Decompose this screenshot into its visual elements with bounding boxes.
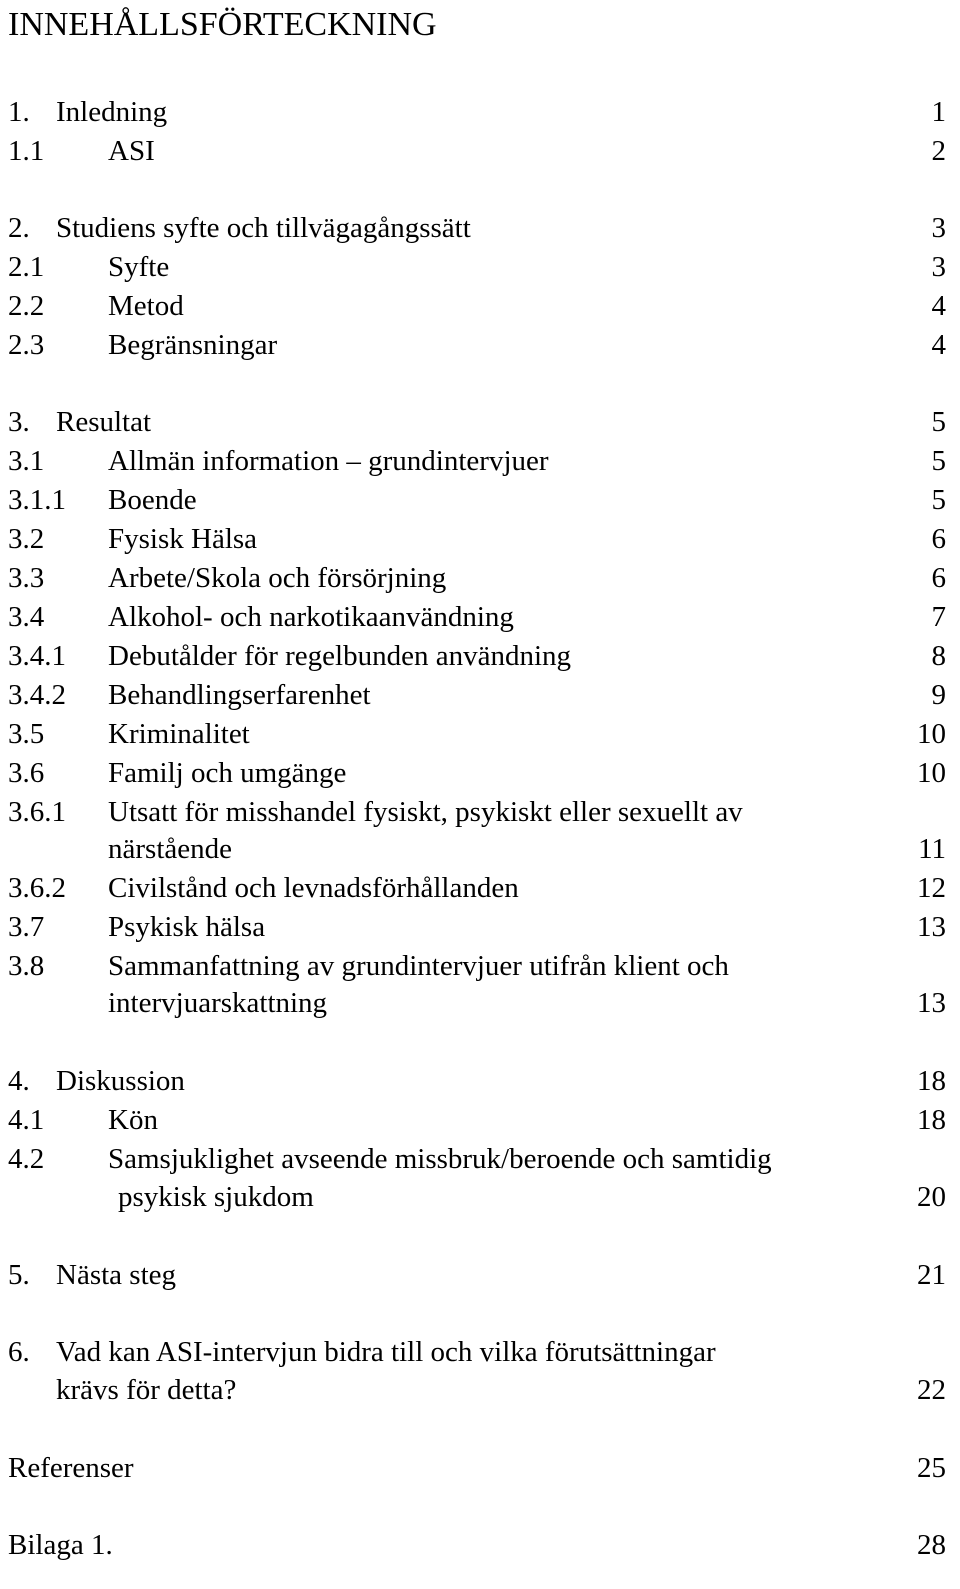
toc-entry-number: 3.7 bbox=[8, 911, 45, 943]
toc-entry-continuation[interactable] bbox=[8, 984, 956, 1023]
toc-entry[interactable] bbox=[8, 869, 956, 908]
toc-entry-number: 5. bbox=[8, 1259, 30, 1291]
toc-entry[interactable] bbox=[8, 1101, 956, 1140]
toc-entry[interactable] bbox=[8, 1256, 956, 1295]
toc-entry[interactable] bbox=[8, 908, 956, 947]
toc-entry-number: 3.6.1 bbox=[8, 796, 66, 828]
toc-entry-title: Syfte bbox=[108, 251, 170, 283]
toc-entry[interactable] bbox=[8, 947, 956, 986]
toc-entry-page: 13 bbox=[917, 911, 946, 943]
toc-entry-title: Studiens syfte och tillvägagångssätt bbox=[56, 212, 471, 244]
toc-entry-number: 3.1 bbox=[8, 445, 45, 477]
toc-entry-page: 3 bbox=[931, 251, 946, 283]
toc-entry-title: Vad kan ASI-intervjun bidra till och vilka förutsättningar bbox=[56, 1336, 716, 1368]
toc-entry-title: Metod bbox=[108, 290, 184, 322]
toc-entry-title: Diskussion bbox=[56, 1065, 185, 1097]
toc-entry-number: 2.1 bbox=[8, 251, 45, 283]
toc-entry-number: 3. bbox=[8, 406, 30, 438]
toc-entry[interactable] bbox=[8, 520, 956, 559]
toc-entry-title: Arbete/Skola och försörjning bbox=[108, 562, 447, 594]
toc-entry-page: 4 bbox=[931, 290, 946, 322]
toc-entry-continuation[interactable] bbox=[8, 1371, 956, 1410]
toc-entry-page: 12 bbox=[917, 872, 946, 904]
toc-entry-number: 3.8 bbox=[8, 950, 45, 982]
toc-entry-page: 28 bbox=[917, 1529, 946, 1561]
toc-entry-page: 1 bbox=[931, 96, 946, 128]
toc-entry[interactable] bbox=[8, 598, 956, 637]
toc-entry-title: Bilaga 1. bbox=[8, 1529, 113, 1561]
toc-entry-number: 4. bbox=[8, 1065, 30, 1097]
toc-entry-title: Boende bbox=[108, 484, 197, 516]
toc-entry-number: 3.4.2 bbox=[8, 679, 66, 711]
toc-entry[interactable] bbox=[8, 248, 956, 287]
toc-entry-page: 11 bbox=[918, 833, 946, 865]
toc-entry-number: 4.1 bbox=[8, 1104, 45, 1136]
toc-entry-title: Inledning bbox=[56, 96, 168, 128]
toc-entry-title: Kön bbox=[108, 1104, 158, 1136]
toc-entry[interactable] bbox=[8, 1140, 956, 1179]
toc-entry-page: 5 bbox=[931, 484, 946, 516]
toc-entry[interactable] bbox=[8, 1333, 956, 1372]
toc-entry-number: 3.4.1 bbox=[8, 640, 66, 672]
toc-entry[interactable] bbox=[8, 287, 956, 326]
toc-entry-number: 2. bbox=[8, 212, 30, 244]
toc-entry[interactable] bbox=[8, 1062, 956, 1101]
toc-entry-title: intervjuarskattning bbox=[108, 987, 328, 1019]
toc-entry-title: Kriminalitet bbox=[108, 718, 250, 750]
toc-entry-page: 3 bbox=[931, 212, 946, 244]
toc-entry-title: Allmän information – grundintervjuer bbox=[108, 445, 549, 477]
toc-entry-page: 21 bbox=[917, 1259, 946, 1291]
toc-entry-appendix[interactable] bbox=[8, 1526, 956, 1565]
toc-entry-title: Fysisk Hälsa bbox=[108, 523, 258, 555]
toc-entry-number: 3.3 bbox=[8, 562, 45, 594]
toc-entry-title: psykisk sjukdom bbox=[118, 1181, 314, 1213]
toc-entry[interactable] bbox=[8, 676, 956, 715]
toc-entry-title: Familj och umgänge bbox=[108, 757, 347, 789]
toc-entry-page: 7 bbox=[931, 601, 946, 633]
toc-entry-title: Psykisk hälsa bbox=[108, 911, 266, 943]
toc-entry-continuation[interactable] bbox=[8, 1178, 956, 1217]
toc-entry-title: Behandlingserfarenhet bbox=[108, 679, 371, 711]
toc-entry-title: Samsjuklighet avseende missbruk/beroende och samtidig bbox=[108, 1143, 772, 1175]
toc-entry-title: Resultat bbox=[56, 406, 152, 438]
toc-entry[interactable] bbox=[8, 559, 956, 598]
toc-entry-page: 5 bbox=[931, 445, 946, 477]
toc-entry-page: 10 bbox=[917, 757, 946, 789]
toc-entry-page: 10 bbox=[917, 718, 946, 750]
toc-entry-continuation[interactable] bbox=[8, 830, 956, 869]
toc-entry-page: 8 bbox=[931, 640, 946, 672]
toc-entry-page: 20 bbox=[917, 1181, 946, 1213]
toc-entry-title: Civilstånd och levnadsförhållanden bbox=[108, 872, 519, 904]
toc-entry[interactable] bbox=[8, 793, 956, 832]
toc-entry-page: 18 bbox=[917, 1065, 946, 1097]
toc-entry-number: 1.1 bbox=[8, 135, 45, 167]
toc-entry-title: närstående bbox=[108, 833, 232, 865]
toc-entry-page: 13 bbox=[917, 987, 946, 1019]
toc-entry[interactable] bbox=[8, 403, 956, 442]
toc-entry[interactable] bbox=[8, 754, 956, 793]
toc-entry-title: Nästa steg bbox=[56, 1259, 176, 1291]
toc-entry-page: 6 bbox=[931, 562, 946, 594]
toc-entry-number: 3.2 bbox=[8, 523, 45, 555]
toc-entry-page: 22 bbox=[917, 1374, 946, 1406]
toc-entry[interactable] bbox=[8, 637, 956, 676]
toc-entry-page: 9 bbox=[931, 679, 946, 711]
toc-entry-references[interactable] bbox=[8, 1449, 956, 1488]
toc-entry-number: 6. bbox=[8, 1336, 30, 1368]
toc-entry[interactable] bbox=[8, 715, 956, 754]
toc-entry-number: 4.2 bbox=[8, 1143, 45, 1175]
toc-entry-page: 25 bbox=[917, 1452, 946, 1484]
toc-entry-number: 2.2 bbox=[8, 290, 45, 322]
toc-entry[interactable] bbox=[8, 326, 956, 365]
toc-entry-number: 3.6.2 bbox=[8, 872, 66, 904]
toc-entry-title: Utsatt för misshandel fysiskt, psykiskt eller sexuellt av bbox=[108, 796, 743, 828]
toc-entry-number: 3.4 bbox=[8, 601, 45, 633]
toc-entry[interactable] bbox=[8, 481, 956, 520]
toc-entry-title: ASI bbox=[108, 135, 155, 167]
toc-entry-title: Sammanfattning av grundintervjuer utifrån klient och bbox=[108, 950, 729, 982]
toc-entry[interactable] bbox=[8, 209, 956, 248]
toc-entry[interactable] bbox=[8, 93, 956, 132]
toc-entry-number: 2.3 bbox=[8, 329, 45, 361]
toc-entry[interactable] bbox=[8, 442, 956, 481]
toc-entry-title: Begränsningar bbox=[108, 329, 278, 361]
toc-entry-number: 3.1.1 bbox=[8, 484, 66, 516]
toc-heading: INNEHÅLLSFÖRTECKNING bbox=[8, 6, 437, 43]
toc-entry-page: 4 bbox=[931, 329, 946, 361]
toc-entry-number: 3.5 bbox=[8, 718, 45, 750]
toc-entry-page: 5 bbox=[931, 406, 946, 438]
toc-entry-page: 2 bbox=[931, 135, 946, 167]
toc-entry-title: Referenser bbox=[8, 1452, 134, 1484]
toc-entry-number: 3.6 bbox=[8, 757, 45, 789]
toc-entry-title: Alkohol- och narkotikaanvändning bbox=[108, 601, 514, 633]
toc-entry-page: 6 bbox=[931, 523, 946, 555]
toc-entry-number: 1. bbox=[8, 96, 30, 128]
toc-entry-title: Debutålder för regelbunden användning bbox=[108, 640, 572, 672]
toc-entry[interactable] bbox=[8, 132, 956, 171]
toc-entry-title: krävs för detta? bbox=[56, 1374, 237, 1406]
toc-entry-page: 18 bbox=[917, 1104, 946, 1136]
